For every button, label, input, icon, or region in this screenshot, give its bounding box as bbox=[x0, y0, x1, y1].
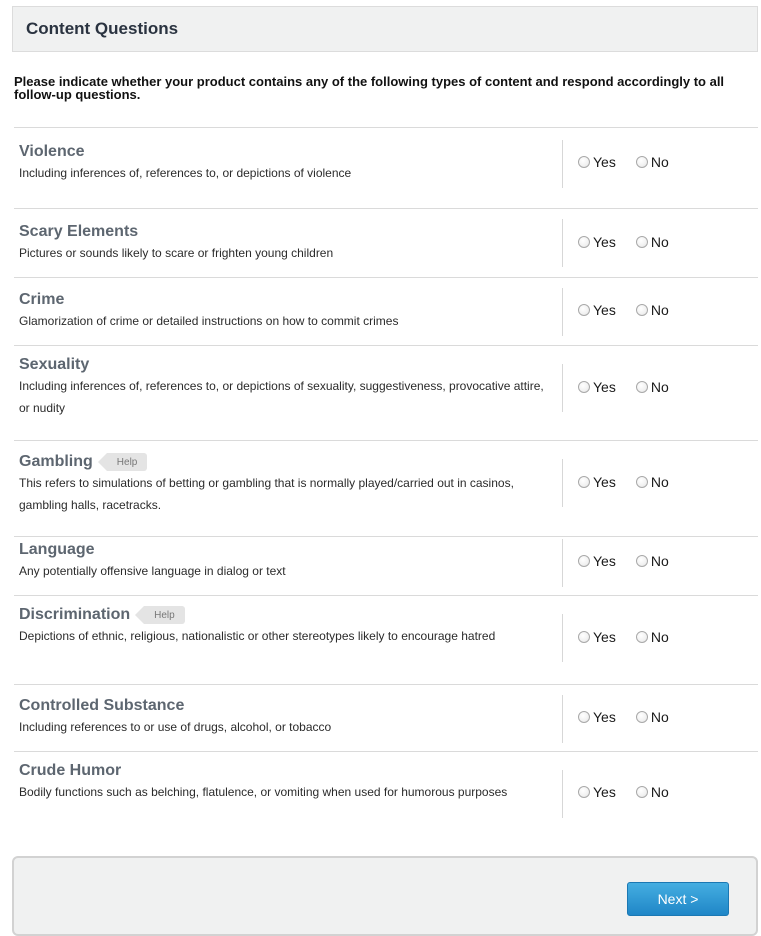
question-title-text: Controlled Substance bbox=[19, 697, 185, 714]
no-radio-option[interactable] bbox=[636, 709, 669, 725]
yes-radio-option[interactable] bbox=[578, 709, 616, 725]
yes-no-choices bbox=[578, 302, 689, 318]
no-radio-option[interactable] bbox=[636, 234, 669, 250]
no-radio-button[interactable] bbox=[636, 476, 648, 488]
no-label: No bbox=[650, 474, 669, 490]
no-label: No bbox=[650, 629, 669, 645]
yes-radio-option[interactable] bbox=[578, 474, 616, 490]
question-row-crime bbox=[14, 277, 758, 345]
question-title bbox=[19, 356, 89, 374]
question-title-text: Language bbox=[19, 541, 95, 558]
section-header bbox=[12, 6, 758, 52]
no-radio-button[interactable] bbox=[636, 304, 648, 316]
column-divider bbox=[562, 140, 563, 188]
no-radio-option[interactable] bbox=[636, 302, 669, 318]
question-title-text: Scary Elements bbox=[19, 223, 139, 240]
yes-label: Yes bbox=[593, 553, 616, 569]
next-button[interactable]: Next > bbox=[627, 882, 729, 916]
question-title bbox=[19, 291, 64, 309]
question-description: This refers to simulations of betting or gambling that is normally played/carried out in casinos, gambling halls, racetracks. bbox=[19, 476, 514, 512]
no-radio-button[interactable] bbox=[636, 555, 648, 567]
question-description: Bodily functions such as belching, flatulence, or vomiting when used for humorous purposes bbox=[19, 785, 508, 799]
no-radio-option[interactable] bbox=[636, 379, 669, 395]
question-description: Any potentially offensive language in dialog or text bbox=[19, 564, 286, 578]
question-row-discrimination bbox=[14, 595, 758, 684]
yes-no-choices bbox=[578, 784, 689, 800]
question-title bbox=[19, 223, 138, 241]
question-text bbox=[19, 128, 549, 184]
yes-no-choices bbox=[578, 629, 689, 645]
question-description: Including inferences of, references to, or depictions of violence bbox=[19, 166, 352, 180]
column-divider bbox=[562, 770, 563, 818]
question-text bbox=[19, 752, 549, 803]
question-row-crude-humor bbox=[14, 751, 758, 836]
no-label: No bbox=[650, 553, 669, 569]
question-row-scary-elements bbox=[14, 208, 758, 277]
column-divider bbox=[562, 219, 563, 267]
page-title: Content Questions bbox=[26, 19, 179, 38]
no-radio-option[interactable] bbox=[636, 553, 669, 569]
yes-radio-button[interactable] bbox=[578, 711, 590, 723]
column-divider bbox=[562, 614, 563, 662]
no-radio-option[interactable] bbox=[636, 474, 669, 490]
yes-no-choices bbox=[578, 154, 689, 170]
question-description: Glamorization of crime or detailed instructions on how to commit crimes bbox=[19, 314, 399, 328]
question-text bbox=[19, 209, 549, 264]
yes-radio-button[interactable] bbox=[578, 786, 590, 798]
question-title bbox=[19, 541, 95, 559]
question-row-gambling bbox=[14, 440, 758, 536]
question-title-text: Gambling bbox=[19, 453, 93, 470]
yes-no-choices bbox=[578, 553, 689, 569]
no-radio-option[interactable] bbox=[636, 154, 669, 170]
no-radio-button[interactable] bbox=[636, 711, 648, 723]
yes-radio-button[interactable] bbox=[578, 555, 590, 567]
yes-radio-option[interactable] bbox=[578, 553, 616, 569]
intro-text: Please indicate whether your product contains any of the following types of content and respond accordingly to all follow-up questions. bbox=[14, 74, 725, 102]
column-divider bbox=[562, 364, 563, 412]
yes-no-choices bbox=[578, 234, 689, 250]
question-text bbox=[19, 441, 549, 516]
no-radio-option[interactable] bbox=[636, 629, 669, 645]
yes-radio-button[interactable] bbox=[578, 156, 590, 168]
question-title bbox=[19, 606, 185, 624]
help-button[interactable]: Help bbox=[144, 606, 185, 624]
no-label: No bbox=[650, 784, 669, 800]
yes-label: Yes bbox=[593, 474, 616, 490]
question-text bbox=[19, 596, 549, 647]
question-description: Depictions of ethnic, religious, nationalistic or other stereotypes likely to encourage hatred bbox=[19, 629, 496, 643]
yes-radio-option[interactable] bbox=[578, 234, 616, 250]
question-title-text: Sexuality bbox=[19, 356, 90, 373]
no-label: No bbox=[650, 709, 669, 725]
yes-label: Yes bbox=[593, 234, 616, 250]
question-title bbox=[19, 697, 184, 715]
yes-label: Yes bbox=[593, 154, 616, 170]
column-divider bbox=[562, 695, 563, 743]
question-text bbox=[19, 278, 549, 332]
no-radio-option[interactable] bbox=[636, 784, 669, 800]
question-row-language bbox=[14, 536, 758, 595]
yes-radio-button[interactable] bbox=[578, 631, 590, 643]
question-title bbox=[19, 143, 85, 161]
question-description: Including references to or use of drugs, alcohol, or tobacco bbox=[19, 720, 332, 734]
no-radio-button[interactable] bbox=[636, 236, 648, 248]
yes-radio-option[interactable] bbox=[578, 629, 616, 645]
question-title-text: Crime bbox=[19, 291, 65, 308]
question-title bbox=[19, 762, 121, 780]
question-title-text: Crude Humor bbox=[19, 762, 122, 779]
question-description: Pictures or sounds likely to scare or frighten young children bbox=[19, 246, 334, 260]
question-row-controlled-substance bbox=[14, 684, 758, 751]
question-description: Including inferences of, references to, or depictions of sexuality, suggestiveness, provocative attire, or nudity bbox=[19, 379, 544, 415]
no-radio-button[interactable] bbox=[636, 381, 648, 393]
question-title bbox=[19, 453, 147, 471]
question-title-text: Violence bbox=[19, 143, 85, 160]
yes-label: Yes bbox=[593, 709, 616, 725]
yes-radio-option[interactable] bbox=[578, 784, 616, 800]
yes-radio-button[interactable] bbox=[578, 381, 590, 393]
no-radio-button[interactable] bbox=[636, 631, 648, 643]
question-title-text: Discrimination bbox=[19, 606, 131, 623]
question-text bbox=[19, 685, 549, 738]
no-label: No bbox=[650, 154, 669, 170]
yes-no-choices bbox=[578, 709, 689, 725]
question-row-violence bbox=[14, 127, 758, 208]
yes-radio-option[interactable] bbox=[578, 302, 616, 318]
yes-no-choices bbox=[578, 474, 689, 490]
yes-label: Yes bbox=[593, 379, 616, 395]
no-label: No bbox=[650, 234, 669, 250]
yes-radio-button[interactable] bbox=[578, 476, 590, 488]
question-row-sexuality bbox=[14, 345, 758, 440]
help-button[interactable]: Help bbox=[107, 453, 148, 471]
no-radio-button[interactable] bbox=[636, 786, 648, 798]
yes-label: Yes bbox=[593, 302, 616, 318]
yes-radio-button[interactable] bbox=[578, 236, 590, 248]
no-label: No bbox=[650, 302, 669, 318]
no-radio-button[interactable] bbox=[636, 156, 648, 168]
column-divider bbox=[562, 288, 563, 336]
no-label: No bbox=[650, 379, 669, 395]
footer-bar bbox=[12, 856, 758, 936]
question-text bbox=[19, 537, 549, 582]
yes-radio-option[interactable] bbox=[578, 154, 616, 170]
yes-no-choices bbox=[578, 379, 689, 395]
question-text bbox=[19, 346, 549, 419]
yes-radio-option[interactable] bbox=[578, 379, 616, 395]
yes-radio-button[interactable] bbox=[578, 304, 590, 316]
column-divider bbox=[562, 539, 563, 587]
yes-label: Yes bbox=[593, 784, 616, 800]
yes-label: Yes bbox=[593, 629, 616, 645]
column-divider bbox=[562, 459, 563, 507]
